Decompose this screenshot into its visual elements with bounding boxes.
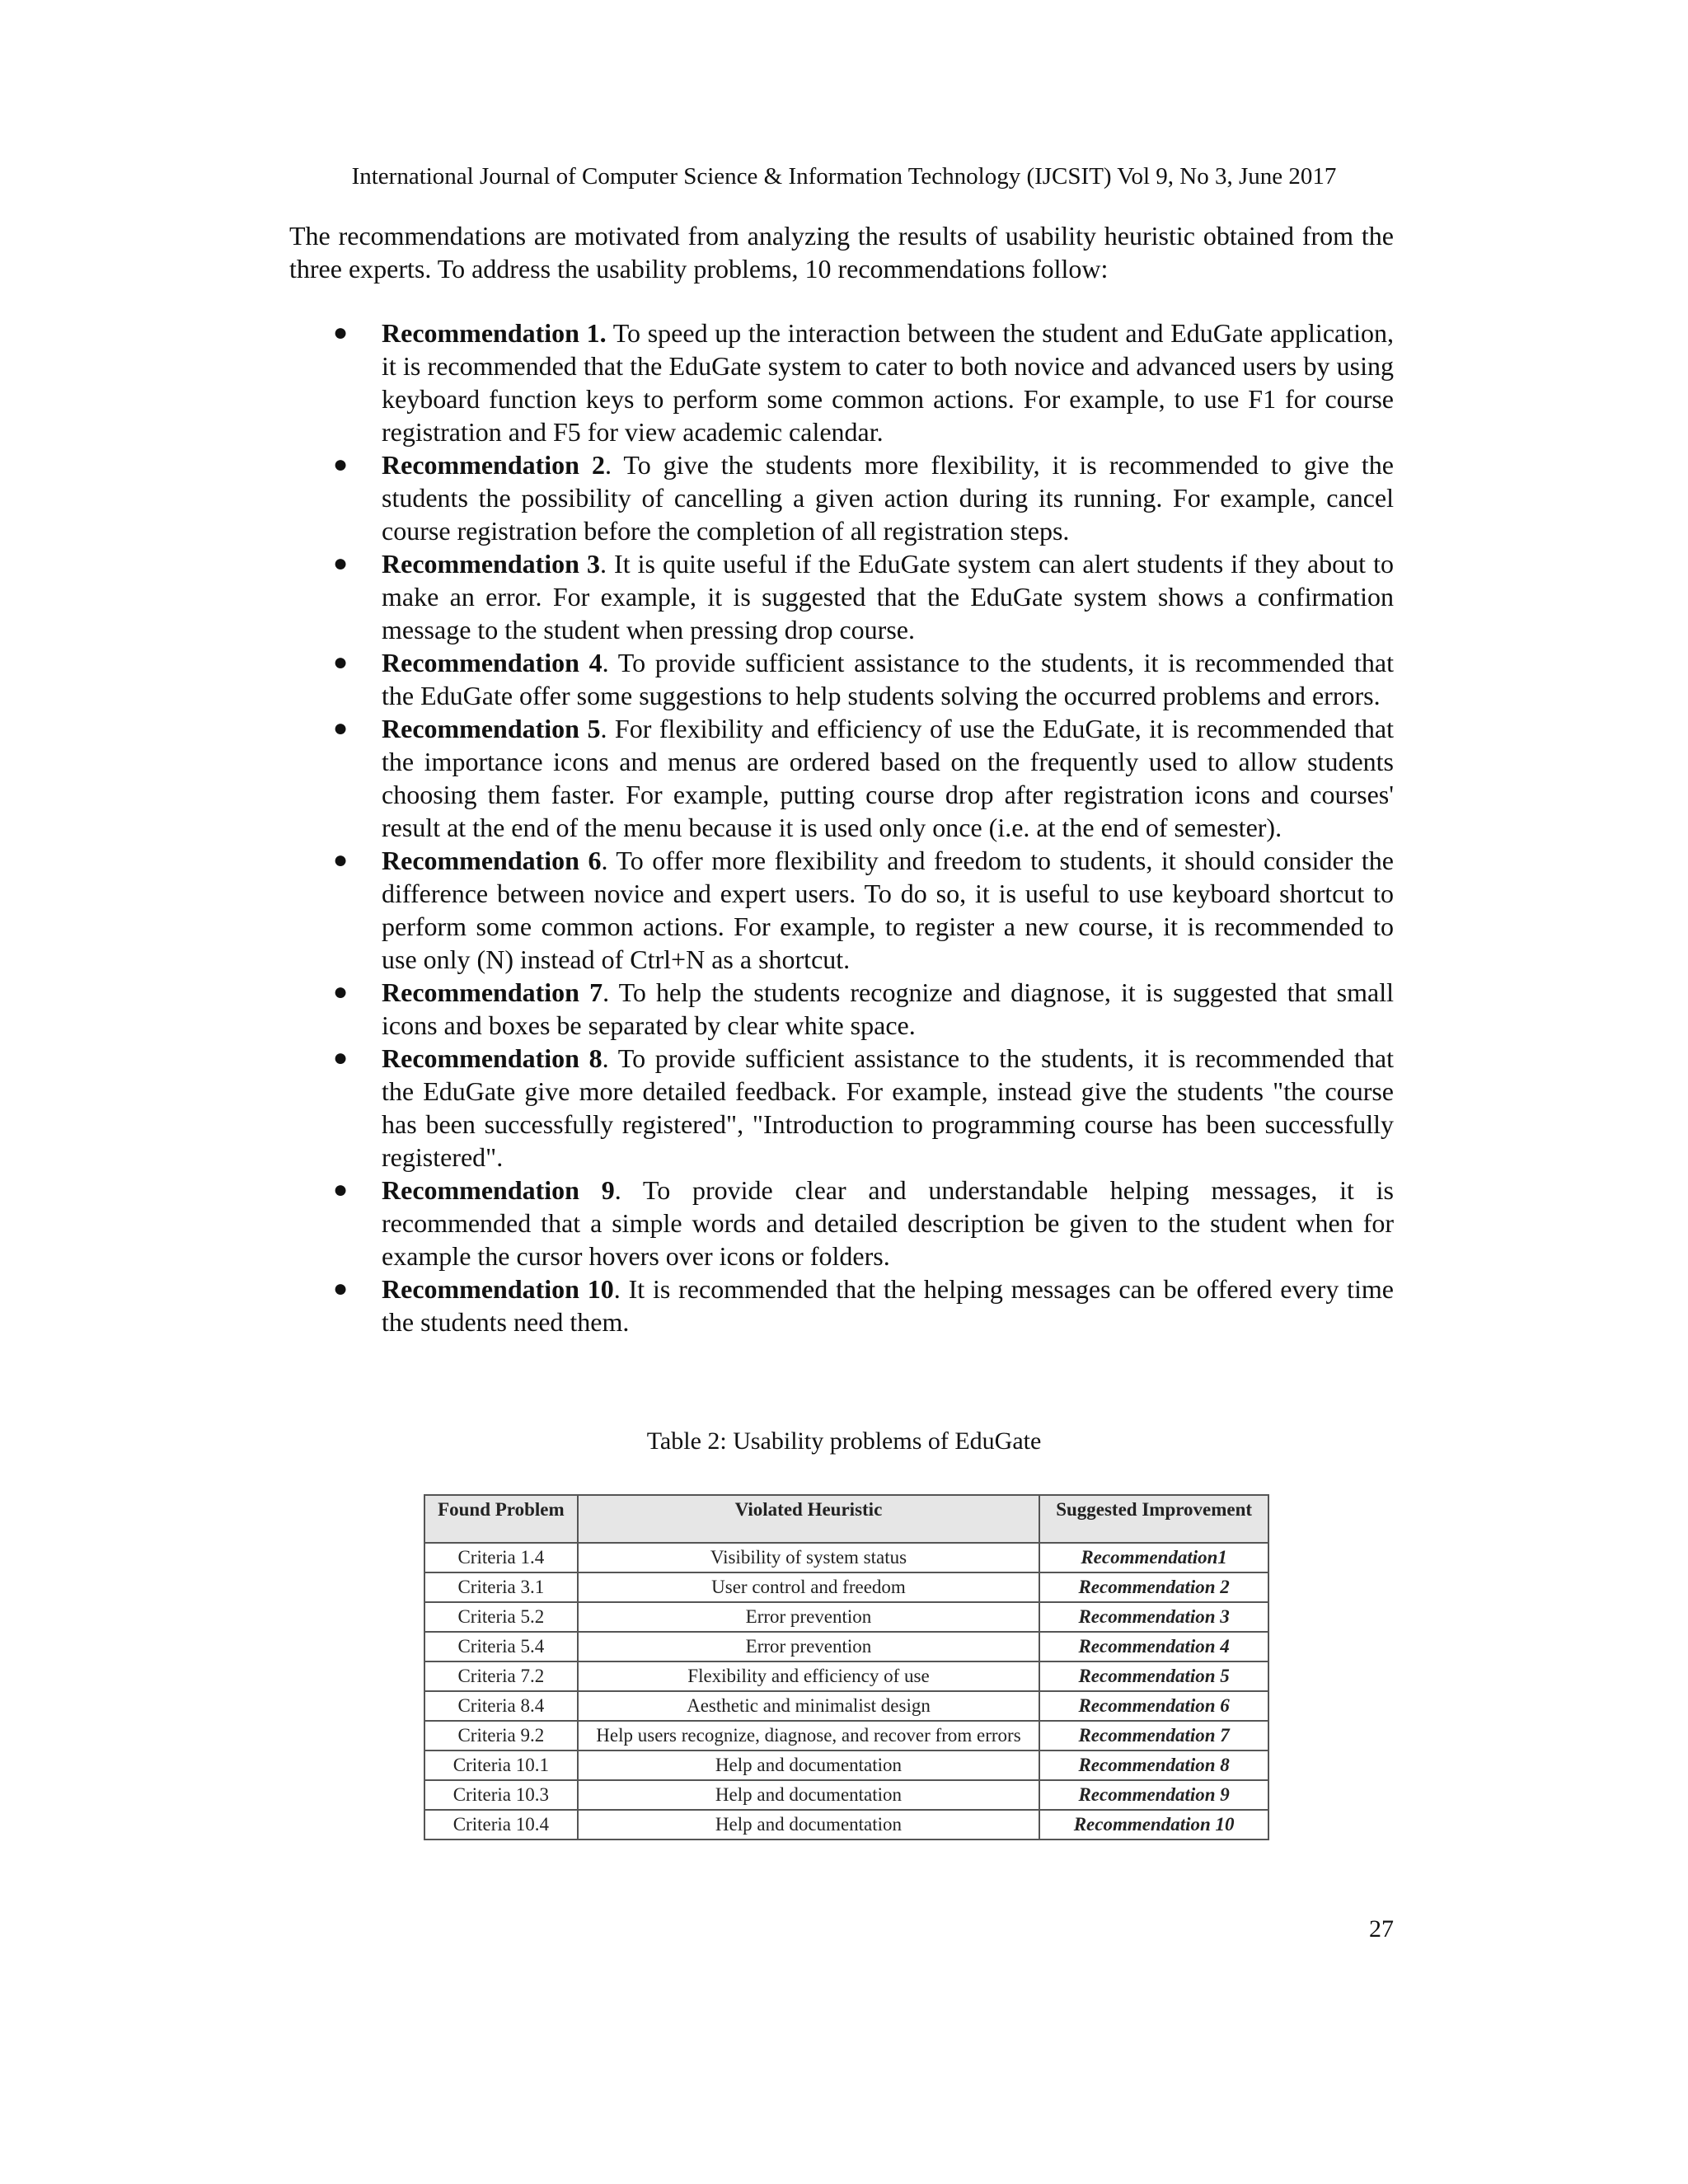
table-cell: Recommendation 10 bbox=[1039, 1810, 1268, 1840]
recommendation-title: Recommendation 2 bbox=[382, 450, 605, 480]
table-cell: Help and documentation bbox=[578, 1780, 1040, 1810]
recommendation-text: . It is quite useful if the EduGate system can alert students if they about to make an error. For example, it is suggested that the EduGate system shows a confirmation message to the student when pressing drop course. bbox=[382, 549, 1395, 644]
recommendation-title: Recommendation 5 bbox=[382, 714, 601, 743]
table-cell: Criteria 1.4 bbox=[424, 1543, 578, 1572]
recommendation-text: . To offer more flexibility and freedom to students, it should consider the difference between novice and expert users. To do so, it is useful to use keyboard shortcut to perform some common actions. For example, to register a new course, it is recommended to use only (N) instead of Ctrl+N as a shortcut. bbox=[382, 846, 1395, 974]
bullet-icon: ● bbox=[333, 319, 349, 346]
list-item bbox=[289, 1042, 1394, 1174]
recommendation-title: Recommendation 1. bbox=[382, 318, 607, 348]
table-cell: Error prevention bbox=[578, 1632, 1040, 1661]
table-cell: Recommendation 2 bbox=[1039, 1572, 1268, 1602]
recommendation-title: Recommendation 3 bbox=[382, 549, 601, 579]
table-row bbox=[424, 1602, 1268, 1632]
table-row bbox=[424, 1810, 1268, 1840]
table-cell: Help users recognize, diagnose, and recover from errors bbox=[578, 1721, 1040, 1750]
table-cell: Visibility of system status bbox=[578, 1543, 1040, 1572]
recommendation-title: Recommendation 4 bbox=[382, 648, 603, 677]
table-cell: Criteria 3.1 bbox=[424, 1572, 578, 1602]
bullet-icon: ● bbox=[333, 978, 349, 1005]
table-cell: Criteria 8.4 bbox=[424, 1691, 578, 1721]
table-cell: Flexibility and efficiency of use bbox=[578, 1661, 1040, 1691]
table-cell: Recommendation 9 bbox=[1039, 1780, 1268, 1810]
column-header-violated-heuristic: Violated Heuristic bbox=[578, 1495, 1040, 1543]
recommendation-list bbox=[289, 316, 1394, 1338]
table-cell: Recommendation 8 bbox=[1039, 1750, 1268, 1780]
table-row bbox=[424, 1572, 1268, 1602]
bullet-icon: ● bbox=[333, 1275, 349, 1302]
bullet-icon: ● bbox=[333, 451, 349, 478]
table-cell: Criteria 10.3 bbox=[424, 1780, 578, 1810]
running-header: International Journal of Computer Science & Information Technology (IJCSIT) Vol 9, No 3, June 2017 bbox=[351, 163, 1337, 190]
table-cell: Help and documentation bbox=[578, 1810, 1040, 1840]
bullet-icon: ● bbox=[333, 846, 349, 874]
table-cell: Recommendation 4 bbox=[1039, 1632, 1268, 1661]
table-header-row bbox=[424, 1495, 1268, 1543]
table-row bbox=[424, 1632, 1268, 1661]
table-row bbox=[424, 1691, 1268, 1721]
recommendation-title: Recommendation 8 bbox=[382, 1043, 603, 1073]
recommendation-title: Recommendation 7 bbox=[382, 977, 603, 1007]
table-cell: Help and documentation bbox=[578, 1750, 1040, 1780]
table-row bbox=[424, 1750, 1268, 1780]
list-item bbox=[289, 976, 1394, 1042]
column-header-found-problem: Found Problem bbox=[424, 1495, 578, 1543]
recommendation-text: To speed up the interaction between the student and EduGate application, it is recommended that the EduGate system to cater to both novice and advanced users by using keyboard function keys to perform some common actions. For example, to use F1 for course registration and F5 for view academic calendar. bbox=[382, 318, 1395, 447]
table-cell: Criteria 5.4 bbox=[424, 1632, 578, 1661]
table-row bbox=[424, 1661, 1268, 1691]
table-cell: Criteria 5.2 bbox=[424, 1602, 578, 1632]
recommendation-text: . It is recommended that the helping messages can be offered every time the students need them. bbox=[382, 1274, 1395, 1337]
list-item bbox=[289, 316, 1394, 448]
table-cell: Error prevention bbox=[578, 1602, 1040, 1632]
bullet-icon: ● bbox=[333, 649, 349, 676]
table-cell: Recommendation1 bbox=[1039, 1543, 1268, 1572]
usability-problems-table bbox=[424, 1494, 1269, 1840]
recommendation-title: Recommendation 9 bbox=[382, 1175, 615, 1205]
list-item bbox=[289, 844, 1394, 976]
table-row bbox=[424, 1721, 1268, 1750]
recommendation-text: . To help the students recognize and diagnose, it is suggested that small icons and boxes be separated by clear white space. bbox=[382, 977, 1395, 1040]
recommendation-title: Recommendation 10 bbox=[382, 1274, 614, 1304]
recommendation-text: . For flexibility and efficiency of use the EduGate, it is recommended that the importance icons and menus are ordered based on the frequently used to allow students choosing them faster. For example, putting course drop after registration icons and courses' result at the end of the menu because it is used only once (i.e. at the end of semester). bbox=[382, 714, 1395, 842]
list-item bbox=[289, 712, 1394, 844]
list-item bbox=[289, 1272, 1394, 1338]
list-item bbox=[289, 646, 1394, 712]
main-content bbox=[289, 219, 1394, 1338]
bullet-icon: ● bbox=[333, 1044, 349, 1071]
list-item bbox=[289, 448, 1394, 547]
table-cell: Recommendation 6 bbox=[1039, 1691, 1268, 1721]
recommendation-title: Recommendation 6 bbox=[382, 846, 602, 875]
table-cell: Criteria 10.1 bbox=[424, 1750, 578, 1780]
bullet-icon: ● bbox=[333, 1176, 349, 1203]
table-row bbox=[424, 1780, 1268, 1810]
intro-paragraph: The recommendations are motivated from analyzing the results of usability heuristic obtained from the three experts. To address the usability problems, 10 recommendations follow: bbox=[289, 221, 1394, 284]
bullet-icon: ● bbox=[333, 715, 349, 742]
table-cell: Recommendation 5 bbox=[1039, 1661, 1268, 1691]
table-cell: User control and freedom bbox=[578, 1572, 1040, 1602]
list-item bbox=[289, 1174, 1394, 1272]
recommendation-text: . To provide clear and understandable helping messages, it is recommended that a simple words and detailed description be given to the student when for example the cursor hovers over icons or folders. bbox=[382, 1175, 1395, 1271]
table-cell: Aesthetic and minimalist design bbox=[578, 1691, 1040, 1721]
table-cell: Recommendation 3 bbox=[1039, 1602, 1268, 1632]
page-number: 27 bbox=[1369, 1915, 1394, 1943]
table-caption: Table 2: Usability problems of EduGate bbox=[646, 1427, 1042, 1455]
table-cell: Recommendation 7 bbox=[1039, 1721, 1268, 1750]
table-cell: Criteria 10.4 bbox=[424, 1810, 578, 1840]
column-header-suggested-improvement: Suggested Improvement bbox=[1039, 1495, 1268, 1543]
table-cell: Criteria 7.2 bbox=[424, 1661, 578, 1691]
list-item bbox=[289, 547, 1394, 646]
recommendation-text: . To give the students more flexibility, it is recommended to give the students the possibility of cancelling a given action during its running. For example, cancel course registration before the completion of all registration steps. bbox=[382, 450, 1395, 546]
recommendation-text: . To provide sufficient assistance to the students, it is recommended that the EduGate give more detailed feedback. For example, instead give the students "the course has been successfully registered", "Introduction to programming course has been successfully registered". bbox=[382, 1043, 1395, 1172]
recommendation-text: . To provide sufficient assistance to the students, it is recommended that the EduGate offer some suggestions to help students solving the occurred problems and errors. bbox=[382, 648, 1395, 710]
table-row bbox=[424, 1543, 1268, 1572]
table-cell: Criteria 9.2 bbox=[424, 1721, 578, 1750]
bullet-icon: ● bbox=[333, 550, 349, 577]
